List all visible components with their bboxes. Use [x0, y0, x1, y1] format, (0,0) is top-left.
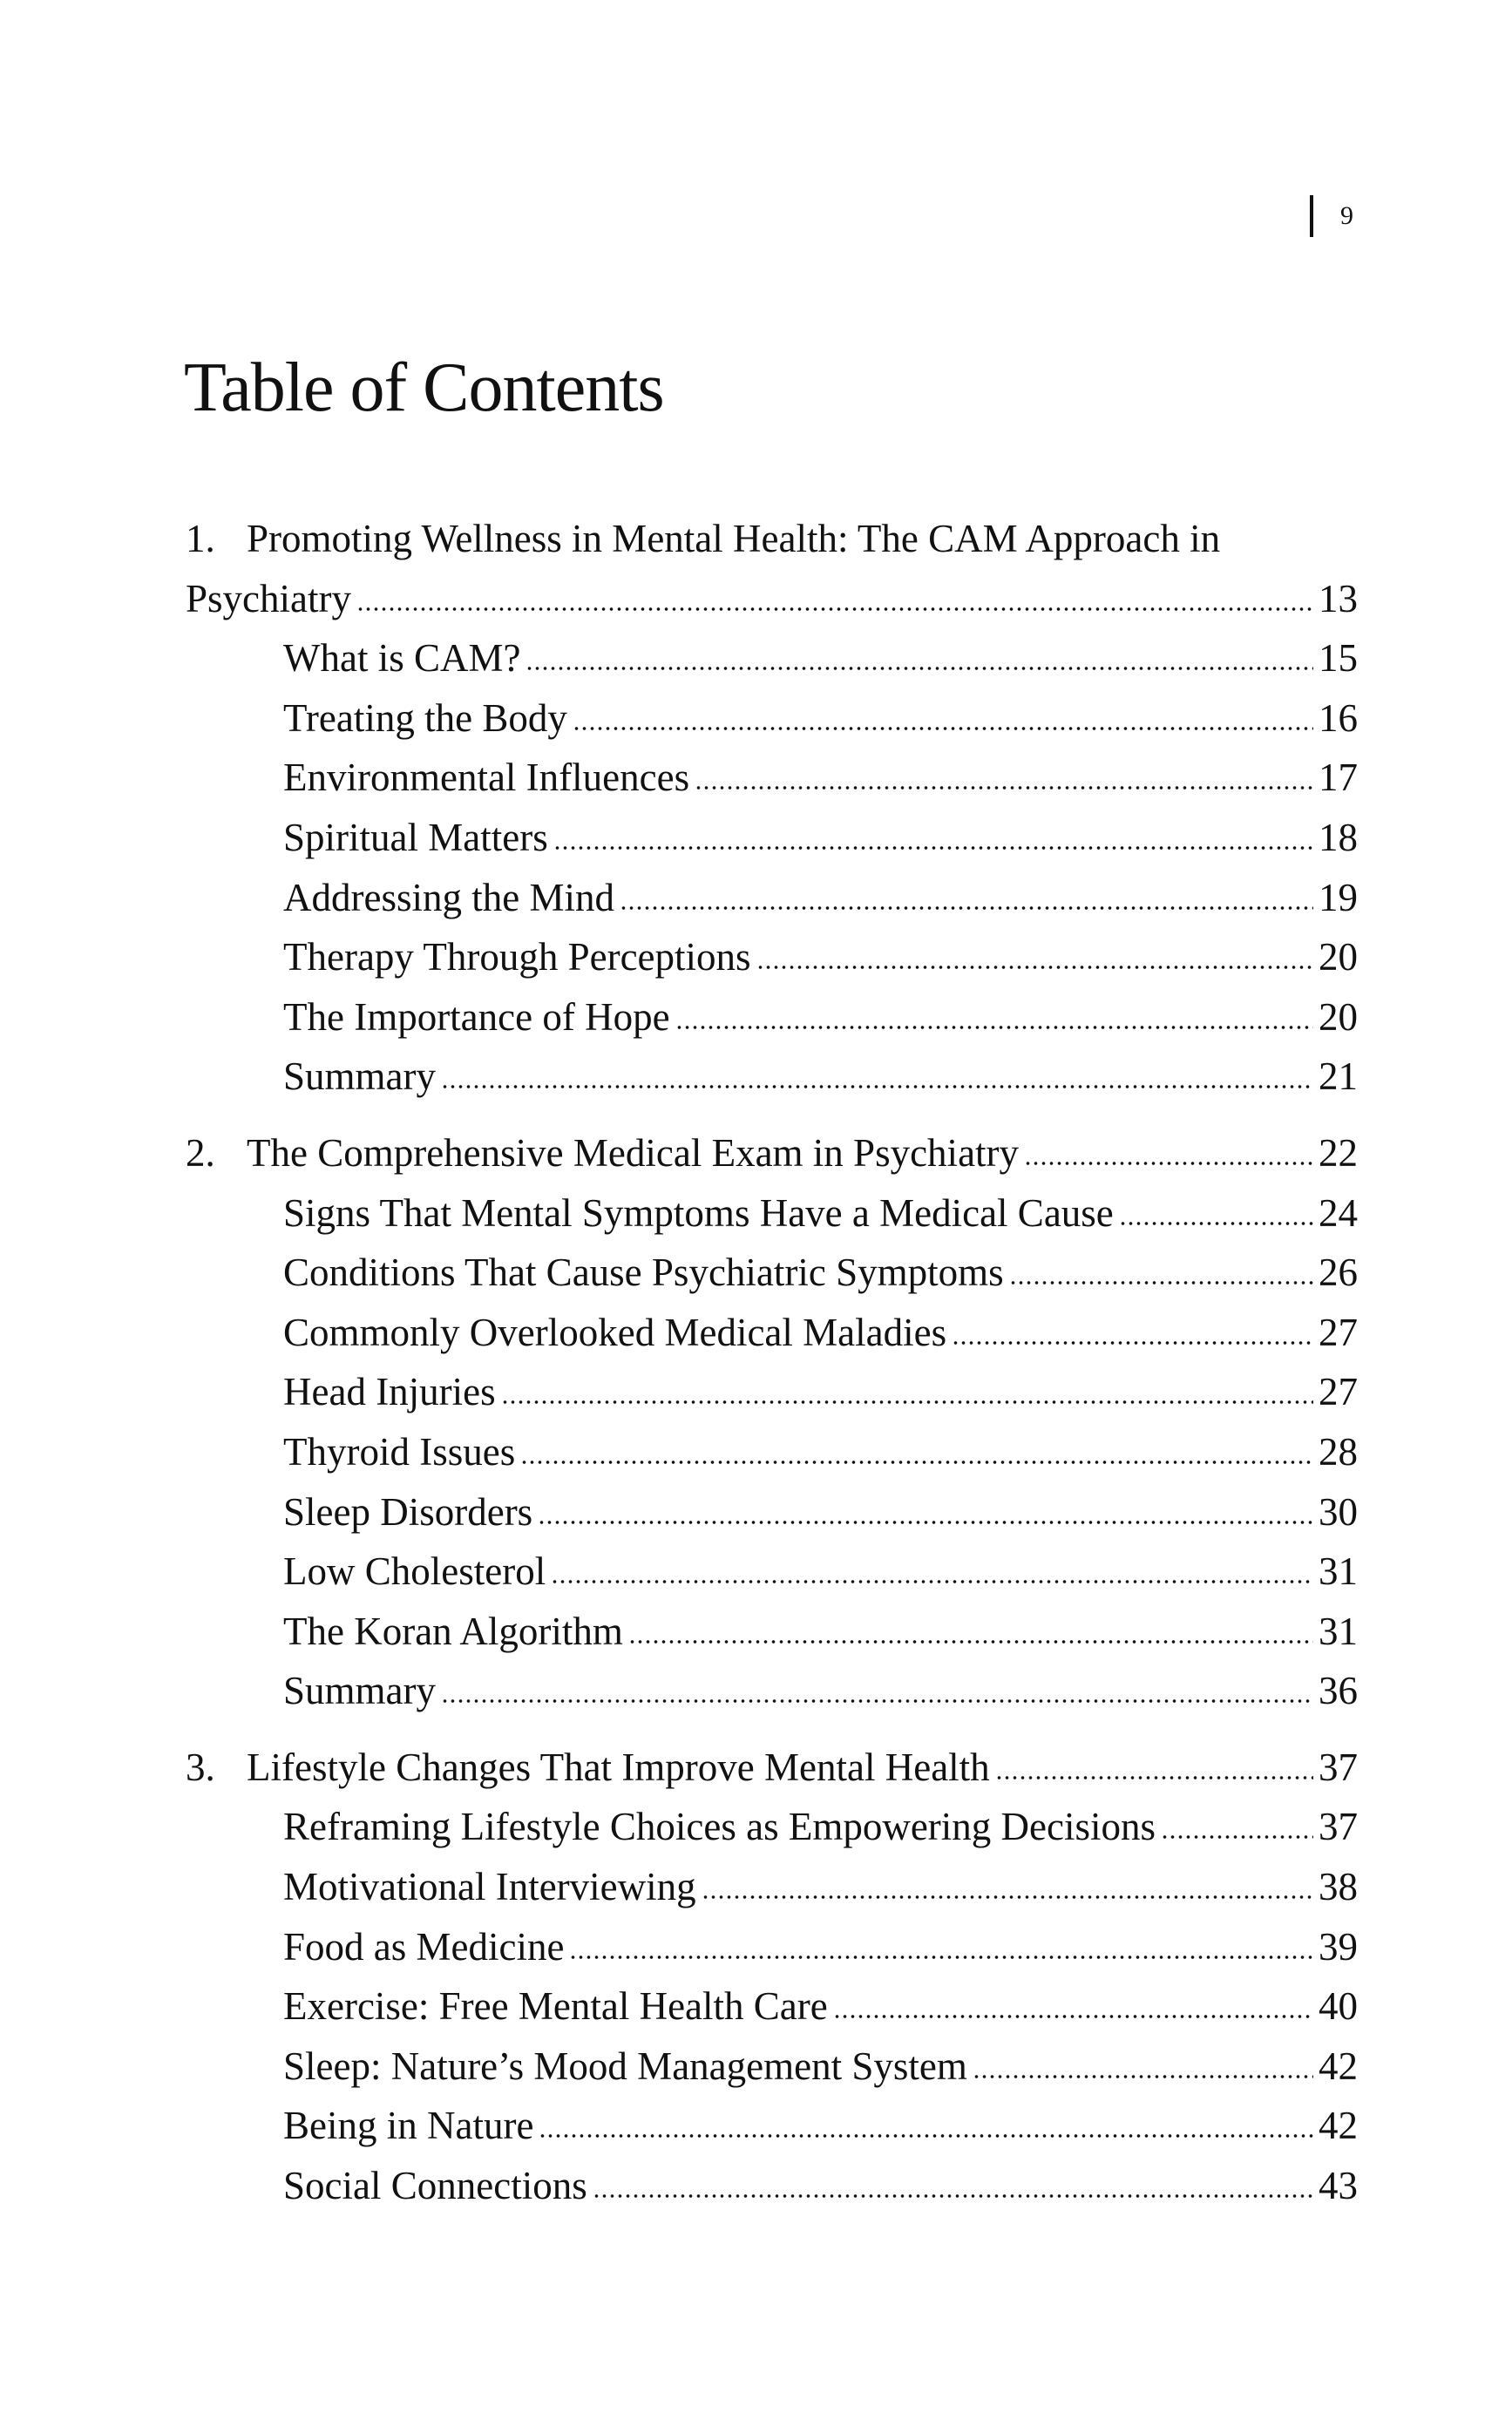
section-title: Summary — [283, 1669, 436, 1713]
toc-section[interactable] — [186, 1661, 1358, 1721]
dot-leader — [593, 2193, 1313, 2199]
section-title: Commonly Overlooked Medical Maladies — [283, 1310, 947, 1354]
page-ref: 24 — [1319, 1190, 1358, 1235]
section-title: Sleep Disorders — [283, 1489, 533, 1534]
toc-section[interactable] — [186, 1243, 1358, 1303]
dot-leader — [628, 1639, 1313, 1644]
dot-leader — [702, 1895, 1313, 1900]
section-title: Thyroid Issues — [283, 1429, 516, 1474]
page-ref: 36 — [1319, 1669, 1358, 1713]
section-title: Summary — [283, 1054, 436, 1099]
toc-section[interactable] — [186, 1602, 1358, 1662]
section-title: Therapy Through Perceptions — [283, 935, 751, 980]
page-ref: 16 — [1319, 695, 1358, 740]
dot-leader — [501, 1400, 1313, 1405]
page-ref: 18 — [1319, 815, 1358, 859]
section-title: Conditions That Cause Psychiatric Symptoms — [283, 1251, 1004, 1295]
dot-leader — [1119, 1221, 1313, 1226]
toc-section[interactable] — [186, 1917, 1358, 1977]
chapter-number: 1. — [186, 517, 215, 560]
dot-leader — [569, 1955, 1313, 1960]
header-rule — [1310, 195, 1313, 237]
chapter-number: 2. — [186, 1130, 215, 1175]
dot-leader — [695, 785, 1313, 790]
section-title: Addressing the Mind — [283, 875, 614, 919]
chapter-title: Lifestyle Changes That Improve Mental Health — [247, 1745, 990, 1789]
section-title: Being in Nature — [283, 2104, 534, 2148]
table-of-contents — [186, 509, 1358, 2216]
chapter-title: The Comprehensive Medical Exam in Psychiatry — [247, 1130, 1020, 1175]
page-ref: 38 — [1319, 1865, 1358, 1909]
page-ref: 28 — [1319, 1429, 1358, 1474]
page-ref: 42 — [1319, 2044, 1358, 2088]
page-ref: 42 — [1319, 2104, 1358, 2148]
dot-leader — [675, 1025, 1313, 1030]
page-ref: 37 — [1319, 1805, 1358, 1849]
chapter-title-continued: Psychiatry — [186, 576, 351, 620]
toc-section[interactable] — [186, 1362, 1358, 1422]
page-ref: 20 — [1319, 935, 1358, 980]
section-title: Reframing Lifestyle Choices as Empowering Decisions — [283, 1805, 1156, 1849]
dot-leader — [756, 965, 1313, 970]
page-ref: 22 — [1319, 1130, 1358, 1175]
page-ref: 37 — [1319, 1745, 1358, 1789]
page-ref: 21 — [1319, 1054, 1358, 1099]
page-ref: 43 — [1319, 2164, 1358, 2208]
dot-leader — [1024, 1161, 1313, 1166]
toc-section[interactable] — [186, 1797, 1358, 1857]
page-ref: 17 — [1319, 756, 1358, 800]
section-title: Spiritual Matters — [283, 815, 548, 859]
section-title: What is CAM? — [283, 636, 521, 681]
section-title: Head Injuries — [283, 1370, 496, 1414]
section-title: Social Connections — [283, 2164, 587, 2208]
toc-chapter-2[interactable] — [186, 1123, 1358, 1183]
toc-section[interactable] — [186, 2096, 1358, 2156]
toc-section[interactable] — [186, 1047, 1358, 1107]
toc-section[interactable] — [186, 868, 1358, 928]
page-ref: 15 — [1319, 636, 1358, 681]
toc-chapter-3[interactable] — [186, 1738, 1358, 1798]
chapter-title: Promoting Wellness in Mental Health: The CAM Approach in — [247, 517, 1221, 560]
page-title: Table of Contents — [184, 349, 664, 426]
dot-leader — [952, 1340, 1313, 1346]
dot-leader — [833, 2014, 1313, 2019]
toc-section[interactable] — [186, 808, 1358, 868]
toc-section[interactable] — [186, 1976, 1358, 2037]
section-title: Treating the Body — [283, 695, 567, 740]
page-ref: 13 — [1319, 576, 1358, 620]
dot-leader — [356, 607, 1313, 612]
page-ref: 27 — [1319, 1370, 1358, 1414]
toc-section[interactable] — [186, 927, 1358, 987]
dot-leader — [1161, 1834, 1313, 1840]
section-title: Sleep: Nature’s Mood Management System — [283, 2044, 967, 2088]
page-ref: 20 — [1319, 994, 1358, 1039]
toc-chapter-1[interactable] — [186, 509, 1358, 569]
toc-section[interactable] — [186, 987, 1358, 1047]
toc-section[interactable] — [186, 2156, 1358, 2216]
toc-section[interactable] — [186, 1482, 1358, 1542]
toc-section[interactable] — [186, 2037, 1358, 2097]
toc-section[interactable] — [186, 1183, 1358, 1244]
dot-leader — [1009, 1280, 1313, 1285]
dot-leader — [551, 1579, 1313, 1584]
section-title: The Koran Algorithm — [283, 1609, 623, 1653]
toc-section[interactable] — [186, 1422, 1358, 1482]
page-ref: 27 — [1319, 1310, 1358, 1354]
toc-section[interactable] — [186, 748, 1358, 808]
section-title: Food as Medicine — [283, 1924, 565, 1969]
page-ref: 40 — [1319, 1984, 1358, 2029]
toc-section[interactable] — [186, 688, 1358, 749]
toc-section[interactable] — [186, 628, 1358, 688]
dot-leader — [539, 2133, 1313, 2139]
section-title: Motivational Interviewing — [283, 1865, 696, 1909]
toc-section[interactable] — [186, 1857, 1358, 1917]
dot-leader — [573, 726, 1313, 731]
dot-leader — [441, 1698, 1313, 1704]
page-ref: 39 — [1319, 1924, 1358, 1969]
page-ref: 30 — [1319, 1489, 1358, 1534]
section-title: Signs That Mental Symptoms Have a Medical Cause — [283, 1190, 1114, 1235]
page-ref: 26 — [1319, 1251, 1358, 1295]
dot-leader — [553, 845, 1313, 851]
page-ref: 31 — [1319, 1549, 1358, 1594]
dot-leader — [520, 1460, 1313, 1465]
toc-section[interactable] — [186, 1303, 1358, 1363]
dot-leader — [538, 1520, 1313, 1525]
dot-leader — [973, 2074, 1313, 2079]
section-title: Exercise: Free Mental Health Care — [283, 1984, 828, 2029]
page-ref: 31 — [1319, 1609, 1358, 1653]
dot-leader — [620, 905, 1313, 911]
chapter-number: 3. — [186, 1745, 215, 1789]
toc-chapter-1-continued[interactable] — [186, 569, 1358, 629]
section-title: Low Cholesterol — [283, 1549, 546, 1594]
page-number: 9 — [1340, 201, 1353, 230]
section-title: Environmental Influences — [283, 756, 690, 800]
dot-leader — [525, 666, 1313, 671]
dot-leader — [441, 1084, 1313, 1089]
page-ref: 19 — [1319, 875, 1358, 919]
toc-section[interactable] — [186, 1542, 1358, 1602]
dot-leader — [995, 1775, 1313, 1780]
section-title: The Importance of Hope — [283, 994, 670, 1039]
